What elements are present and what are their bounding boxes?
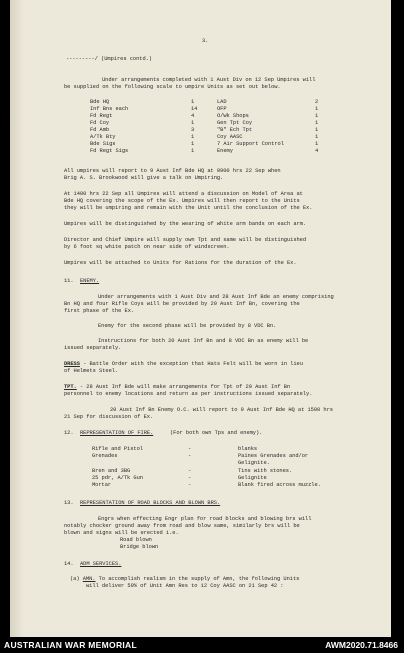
paragraph-line: Umpires will be attached to Units for Rations for the duration of the Ex.	[64, 260, 297, 266]
unit-count: 14	[191, 106, 198, 112]
paragraph-line: will deliver 50% of Unit Amn Res to 12 Coy AASC on 21 Sep 42 :	[86, 583, 284, 589]
page-edge-shadow	[10, 0, 24, 637]
paragraph-line: Umpires will be distinguished by the wearing of white arm bands on each arm.	[64, 221, 307, 227]
paragraph-line: Bn HQ and four Rifle Coys will be provided by 20 Aust Inf Bn, covering the	[64, 301, 300, 307]
unit-count: 2	[315, 99, 319, 105]
unit-count: 1	[315, 141, 319, 147]
unit-count: 1	[315, 127, 319, 133]
paragraph-line: Bde HQ covering the scope of the Ex. Umpires will then report to the Units	[64, 198, 300, 204]
unit-count: 1	[191, 99, 195, 105]
fire-dash: -	[188, 468, 192, 474]
unit-count: 1	[315, 106, 319, 112]
paragraph-line: 20 Aust Inf Bn Enemy O.C. will report to 9 Aust Inf Bde HQ at 1500 hrs	[110, 407, 333, 413]
fire-method: Gelignite.	[238, 460, 270, 466]
paragraph-line: first phase of the Ex.	[64, 308, 135, 314]
archive-reference: AWM2020.71.8466	[325, 640, 398, 650]
unit-name: Coy AASC	[217, 134, 243, 140]
unit-count: 1	[191, 120, 195, 126]
paragraph-line: Instructions for both 20 Aust Inf Bn and 8 VDC Bn as enemy will be	[98, 338, 309, 344]
section-note: (For both own Tps and enemy).	[170, 430, 263, 436]
unit-name: O/Wk Shops	[217, 113, 249, 119]
paragraph-line: At 1400 hrs 22 Sep all Umpires will attend a discussion on Model of Area at	[64, 191, 303, 197]
unit-count: 1	[315, 134, 319, 140]
archive-name: AUSTRALIAN WAR MEMORIAL	[4, 640, 137, 650]
paragraph-line: blown and signs will be erected i.e.	[64, 530, 179, 536]
archive-footer	[0, 637, 404, 653]
fire-dash: -	[188, 453, 192, 459]
sign-text: Bridge blown	[120, 544, 159, 550]
paragraph-line: personnel to enemy locations and return as per instructions issued separately.	[64, 391, 313, 397]
fire-item: Grenades	[92, 453, 118, 459]
section-number: 14.	[64, 561, 74, 567]
paragraph-line: Director and Chief Umpire will supply own Tpt and same will be distinguished	[64, 237, 307, 243]
section-heading: ---------/ (Umpires contd.)	[66, 56, 152, 62]
subsection-line	[70, 576, 299, 583]
fire-method: Tins with stones.	[238, 468, 293, 474]
fire-item: Mortar	[92, 482, 112, 488]
paragraph-line: of Helmets Steel.	[64, 368, 119, 374]
fire-item: 25 pdr, A/Tk Gun	[92, 475, 143, 481]
section-title: REPRESENTATION OF FIRE.	[80, 430, 154, 436]
subsection-label: (a)	[70, 576, 80, 582]
unit-count: 3	[191, 127, 195, 133]
section-number: 11.	[64, 278, 74, 284]
document-page	[10, 0, 391, 637]
paragraph-line: Under arrangements with 1 Aust Div and 28 Aust Inf Bde an enemy comprising	[98, 294, 334, 300]
unit-count: 4	[191, 113, 195, 119]
section-number: 13.	[64, 500, 74, 506]
subsection-text: To accomplish realism in the supply of Amn, the following Units	[95, 576, 300, 582]
subsection-title: AMN.	[82, 576, 96, 582]
fire-item: Bren and 3BG	[92, 468, 131, 474]
unit-name: Gen Tpt Coy	[217, 120, 253, 126]
dress-text: - Battle Order with the exception that Hats Felt will be worn in lieu	[79, 361, 303, 367]
fire-dash: -	[188, 475, 192, 481]
paragraph-line: 21 Sep for discussion of Ex.	[64, 414, 154, 420]
tpt-label: TPT.	[64, 384, 77, 390]
unit-name: LAD	[217, 99, 227, 105]
paragraph-line: Enemy for the second phase will be provided by 8 VDC Bn.	[98, 323, 277, 329]
fire-dash: -	[188, 482, 192, 488]
sign-text: Road blown	[120, 537, 152, 543]
unit-name: Inf Bns each	[90, 106, 129, 112]
paragraph-line: issued separately.	[64, 345, 122, 351]
section-title: ADM SERVICES.	[80, 561, 122, 567]
unit-name: OFP	[217, 106, 227, 112]
fire-dash: -	[188, 446, 192, 452]
fire-item: Rifle and Pistol	[92, 446, 143, 452]
paragraph-line: notably chocker ground away from road and blow same, similarly brs will be	[64, 523, 300, 529]
unit-count: 4	[315, 148, 319, 154]
unit-name: 7 Air Support Control	[217, 141, 284, 147]
fire-method: Blank fired across muzzle.	[238, 482, 321, 488]
fire-method: Paines Grenades and/or	[238, 453, 309, 459]
unit-name: Fd Amb	[90, 127, 110, 133]
paragraph-line: All umpires will report to 9 Aust Inf Bde HQ at 0900 hrs 22 Sep when	[64, 168, 281, 174]
fire-method: Gelignite	[238, 475, 267, 481]
paragraph-line: by 6 foot sq white patch on near side of windscreen.	[64, 244, 230, 250]
dress-paragraph	[64, 361, 303, 368]
paragraph-line: they will be umpiring and remain with the Unit until the conclusion of the Ex.	[64, 205, 313, 211]
paragraph-line: Brig A. S. Brookwood will give a talk on Umpiring.	[64, 175, 224, 181]
unit-name: Fd Regt	[90, 113, 113, 119]
tpt-text: - 28 Aust Inf Bde will make arrangements for Tpt of 20 Aust Inf Bn	[76, 384, 291, 390]
unit-count: 1	[191, 141, 195, 147]
intro-line: Under arrangements completed with 1 Aust Div on 12 Sep Umpires will	[102, 77, 316, 83]
tpt-paragraph	[64, 384, 290, 391]
section-title: REPRESENTATION OF ROAD BLOCKS AND BLOWN BRS.	[80, 500, 221, 506]
intro-line: be supplied on the following scale to umpire Units as set out below.	[64, 84, 281, 90]
unit-count: 1	[191, 148, 195, 154]
section-title: ENEMY.	[80, 278, 100, 284]
unit-name: Fd Regt Sigs	[90, 148, 129, 154]
fire-method: blanks	[238, 446, 258, 452]
unit-name: A/Tk Bty	[90, 134, 116, 140]
dress-label: DRESS	[64, 361, 80, 367]
unit-name: Enemy	[217, 148, 233, 154]
unit-count: 1	[315, 120, 319, 126]
unit-count: 1	[315, 113, 319, 119]
unit-count: 1	[191, 134, 195, 140]
section-number: 12.	[64, 430, 74, 436]
unit-name: Fd Coy	[90, 120, 110, 126]
unit-name: Bde HQ	[90, 99, 110, 105]
page-number: 3.	[202, 38, 209, 44]
unit-name: Bde Sigs	[90, 141, 116, 147]
paragraph-line: Engrs when effecting Engr plan for road blocks and blowing brs will	[98, 516, 312, 522]
unit-name: "B" Ech Tpt	[217, 127, 253, 133]
